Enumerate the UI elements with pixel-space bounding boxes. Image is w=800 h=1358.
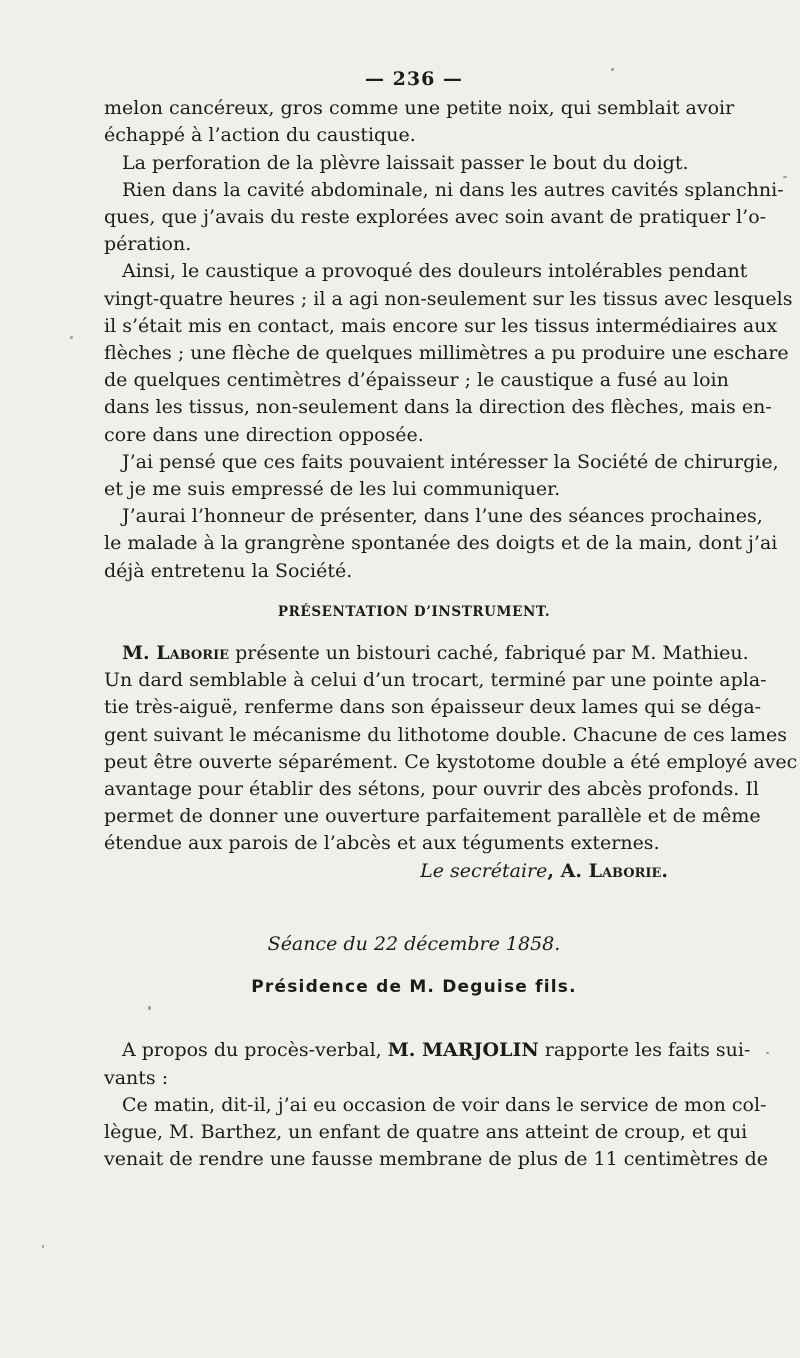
scan-speck	[611, 68, 614, 71]
text-line	[104, 1037, 751, 1064]
paragraph	[104, 95, 735, 149]
text-line: échappé à l’action du caustique.	[104, 124, 416, 147]
text-line: ques, que j’avais du reste explorées avec soin avant de pratiquer l’o-	[104, 206, 767, 229]
paragraph	[104, 258, 793, 448]
text-line: Rien dans la cavité abdominale, ni dans les autres cavités splanchni-	[122, 178, 784, 201]
text-line: tie très-aiguë, renferme dans son épaisseur deux lames qui se déga-	[104, 696, 762, 719]
text-line: avantage pour établir des sétons, pour ouvrir des abcès profonds. Il	[104, 778, 759, 801]
section-heading: PRÉSENTATION D’INSTRUMENT.	[277, 603, 551, 620]
text-line: Ce matin, dit-il, j’ai eu occasion de voir dans le service de mon col-	[122, 1093, 767, 1116]
text-line: Un dard semblable à celui d’un trocart, terminé par une pointe apla-	[104, 669, 767, 692]
paragraph	[104, 503, 778, 585]
text-line: déjà entretenu la Société.	[104, 559, 353, 582]
text-line: vants :	[104, 1066, 169, 1089]
paragraph	[104, 449, 779, 503]
paragraph	[104, 1092, 768, 1174]
scan-speck	[783, 176, 787, 178]
presidence-heading: Présidence de M. Deguise fils.	[251, 977, 577, 998]
text-line: flèches ; une flèche de quelques millimètres a pu produire une eschare	[104, 342, 789, 365]
text-line: et je me suis empressé de les lui communiquer.	[104, 478, 561, 501]
scan-speck	[42, 1245, 44, 1248]
text-line: melon cancéreux, gros comme une petite noix, qui semblait avoir	[104, 97, 735, 120]
paragraph	[104, 150, 724, 177]
page-text-block	[104, 66, 798, 1173]
text-line: J’aurai l’honneur de présenter, dans l’une des séances prochaines,	[122, 505, 763, 528]
text-fragment: présente un bistouri caché, fabriqué par M. Mathieu.	[229, 642, 749, 665]
scan-speck	[766, 1052, 769, 1054]
text-line: J’ai pensé que ces faits pouvaient intéresser la Société de chirurgie,	[122, 450, 779, 473]
text-line: le malade à la grangrène spontanée des doigts et de la main, dont j’ai	[104, 532, 778, 555]
text-line: venait de rendre une fausse membrane de plus de 11 centimètres de	[104, 1148, 768, 1171]
text-fragment: A propos du procès-verbal,	[122, 1039, 388, 1062]
text-line: dans les tissus, non-seulement dans la direction des flèches, mais en-	[104, 396, 772, 419]
text-line: Ainsi, le caustique a provoqué des douleurs intolérables pendant	[122, 260, 748, 283]
text-line: pération.	[104, 233, 192, 256]
scan-speck	[148, 1006, 151, 1010]
signature-role: Le secrétaire	[420, 859, 548, 882]
text-line: lègue, M. Barthez, un enfant de quatre ans atteint de croup, et qui	[104, 1120, 748, 1143]
text-line	[104, 640, 749, 667]
text-line: il s’était mis en contact, mais encore sur les tissus intermédiaires aux	[104, 314, 778, 337]
text-line: de quelques centimètres d’épaisseur ; le caustique a fusé au loin	[104, 369, 729, 392]
speaker-name: M. MARJOLIN	[387, 1039, 539, 1062]
text-fragment: rapporte les faits sui-	[538, 1039, 751, 1062]
text-line: permet de donner une ouverture parfaitement parallèle et de même	[104, 805, 761, 828]
text-line: peut être ouverte séparément. Ce kystotome double a été employé avec	[104, 750, 798, 773]
text-line: La perforation de la plèvre laissait passer le bout du doigt.	[122, 151, 689, 174]
signature-name: , A. Laborie.	[547, 859, 668, 882]
scan-speck	[70, 336, 73, 339]
text-line: gent suivant le mécanisme du lithotome double. Chacune de ces lames	[104, 723, 788, 746]
marjolin-paragraph	[104, 1037, 751, 1091]
text-line: core dans une direction opposée.	[104, 423, 424, 446]
signature	[104, 858, 724, 885]
seance-heading: Séance du 22 décembre 1858.	[267, 932, 561, 955]
page-number: — 236 —	[365, 68, 463, 90]
text-line: étendue aux parois de l’abcès et aux téguments externes.	[104, 832, 660, 855]
speaker-name: M. Laborie	[122, 642, 230, 665]
paragraph	[104, 177, 784, 259]
laborie-paragraph	[104, 640, 798, 858]
text-line: vingt-quatre heures ; il a agi non-seulement sur les tissus avec lesquels	[104, 287, 793, 310]
